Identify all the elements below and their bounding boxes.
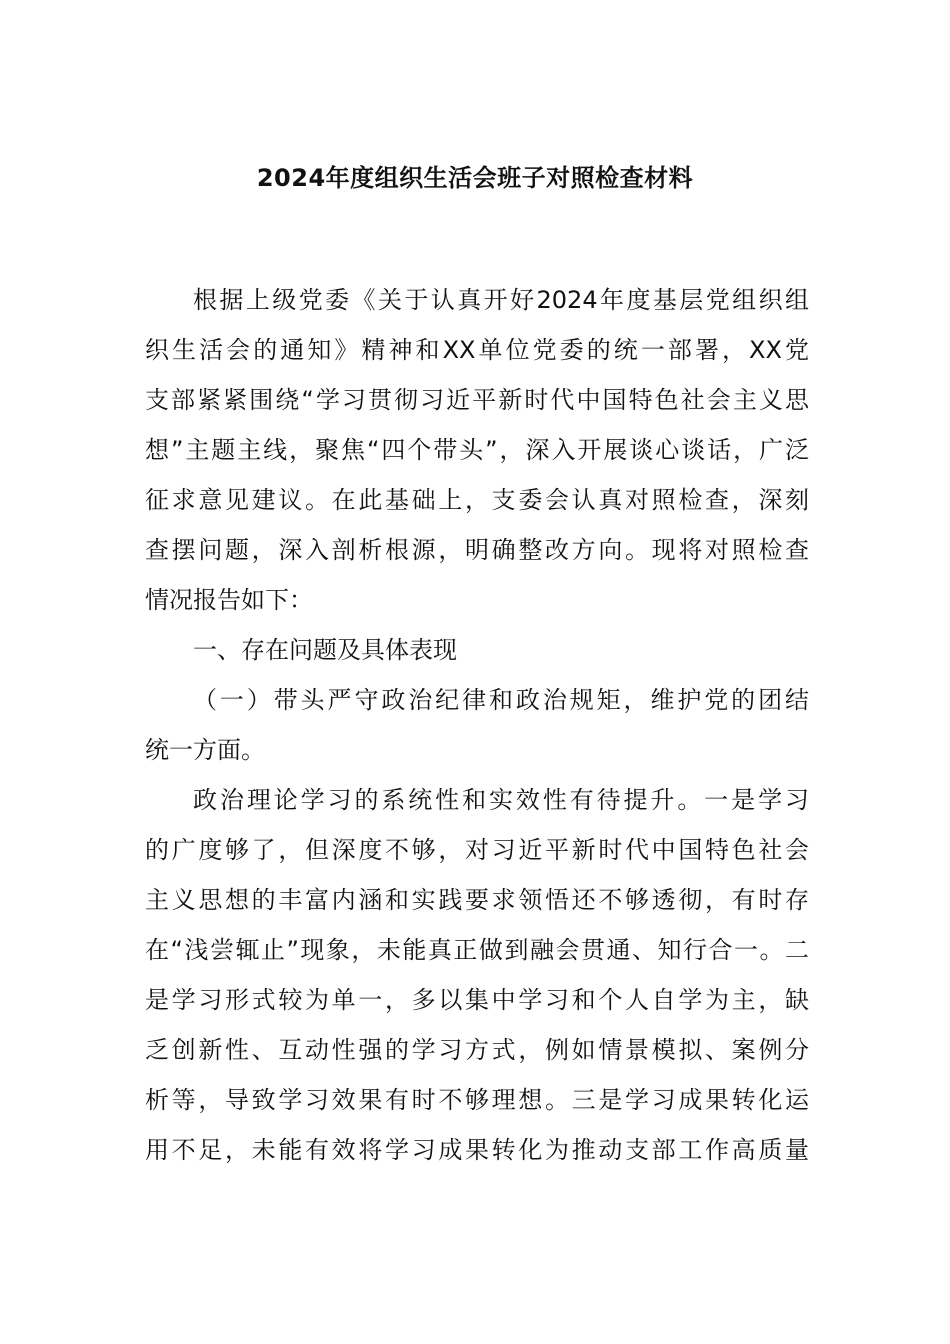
paragraph-line: 乏创新性、互动性强的学习方式，例如情景模拟、案例分 [145,1036,809,1064]
paragraph-line: 织生活会的通知》精神和XX单位党委的统一部署，XX党 [145,336,809,364]
paragraph-line: 的广度够了，但深度不够，对习近平新时代中国特色社会 [145,836,809,864]
paragraph-line: 在“浅尝辄止”现象，未能真正做到融会贯通、知行合一。二 [145,936,809,964]
paragraph-line: 情况报告如下： [145,586,313,614]
paragraph-line: 析等，导致学习效果有时不够理想。三是学习成果转化运 [145,1086,809,1114]
subsection-heading: 统一方面。 [145,736,265,764]
paragraph-line: 查摆问题，深入剖析根源，明确整改方向。现将对照检查 [145,536,809,564]
paragraph-line: 主义思想的丰富内涵和实践要求领悟还不够透彻，有时存 [145,886,809,914]
document-title: 2024年度组织生活会班子对照检查材料 [256,164,694,192]
paragraph-line: 想”主题主线，聚焦“四个带头”，深入开展谈心谈话，广泛 [145,436,809,464]
paragraph-line: 根据上级党委《关于认真开好2024年度基层党组织组 [193,286,809,314]
paragraph-line: 征求意见建议。在此基础上，支委会认真对照检查，深刻 [145,486,809,514]
paragraph-line: 是学习形式较为单一，多以集中学习和个人自学为主，缺 [145,986,809,1014]
paragraph-line: 支部紧紧围绕“学习贯彻习近平新时代中国特色社会主义思 [145,386,809,414]
paragraph-line: 政治理论学习的系统性和实效性有待提升。一是学习 [193,786,809,814]
section-heading: 一、存在问题及具体表现 [193,636,457,664]
paragraph-line: 用不足，未能有效将学习成果转化为推动支部工作高质量 [145,1136,809,1164]
subsection-heading: （一）带头严守政治纪律和政治规矩，维护党的团结 [193,686,809,714]
